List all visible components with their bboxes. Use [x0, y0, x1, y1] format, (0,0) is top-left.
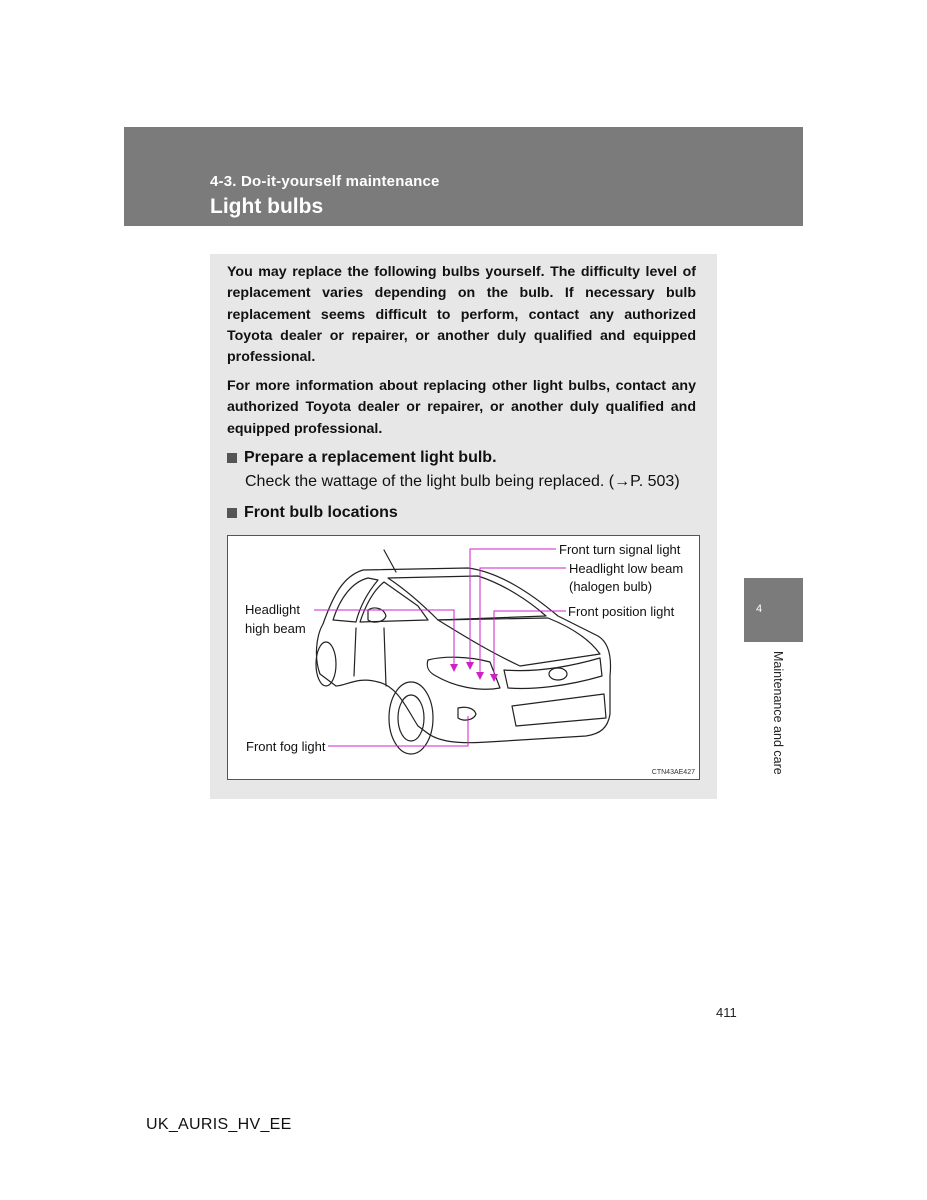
chapter-label: Maintenance and care	[771, 651, 785, 775]
front-rim-outline	[398, 695, 424, 741]
subheading-replacement-bulb	[227, 449, 497, 467]
headlight-outline	[427, 657, 500, 689]
intro-paragraph-1: You may replace the following bulbs yourself. The difficulty level of replacement varies depending on the bulb. If necessary bulb replacement seems difficult to perform, contact any authorized Toyota dealer or repairer, or another duly qualified and equipped professional.	[227, 264, 696, 366]
callout-leaders	[314, 549, 566, 746]
callout-front-position: Front position light	[568, 604, 675, 619]
chapter-number: 4	[756, 603, 763, 615]
windshield-outline	[388, 576, 546, 620]
body-outline	[316, 568, 610, 743]
rear-wheel-outline	[316, 642, 336, 686]
fog-lamp-outline	[458, 707, 476, 720]
antenna-outline	[384, 550, 396, 572]
square-bullet-icon	[227, 453, 237, 463]
emblem-outline	[549, 668, 567, 680]
subheading-text: Front bulb locations	[244, 504, 398, 521]
rear-window-outline	[333, 578, 378, 622]
header-band	[124, 127, 803, 226]
document-id: UK_AURIS_HV_EE	[146, 1116, 292, 1133]
lower-grille-outline	[512, 694, 606, 726]
page-number: 411	[716, 1005, 737, 1020]
callout-high-beam-line2: high beam	[245, 621, 306, 636]
content-box	[210, 254, 717, 799]
callout-front-fog: Front fog light	[246, 739, 326, 754]
subheading-front-bulb-locations	[227, 504, 398, 522]
wattage-note: Check the wattage of the light bulb being replaced. (→P. 503)	[245, 473, 680, 490]
callout-low-beam-line2: (halogen bulb)	[569, 579, 653, 594]
grille-outline	[504, 658, 602, 689]
low-beam-leader	[480, 568, 566, 674]
square-bullet-icon	[227, 508, 237, 518]
callout-low-beam-line1: Headlight low beam	[569, 561, 684, 576]
figure-code: CTN43AE427	[651, 769, 695, 776]
front-bulb-figure	[227, 535, 700, 780]
front-wheel-outline	[389, 682, 433, 754]
intro-paragraph-2: For more information about replacing other light bulbs, contact any authorized Toyota dealer or repairer, or another duly qualified and equipped professional.	[227, 378, 696, 437]
page-title: Light bulbs	[210, 195, 324, 218]
door-lines	[354, 628, 386, 686]
callout-front-turn-signal: Front turn signal light	[559, 542, 681, 557]
chapter-tab	[744, 578, 803, 642]
callout-high-beam-line1: Headlight	[245, 602, 300, 617]
front-side-window-outline	[360, 582, 428, 622]
subheading-text: Prepare a replacement light bulb.	[244, 449, 497, 466]
section-label: 4-3. Do-it-yourself maintenance	[210, 173, 440, 190]
